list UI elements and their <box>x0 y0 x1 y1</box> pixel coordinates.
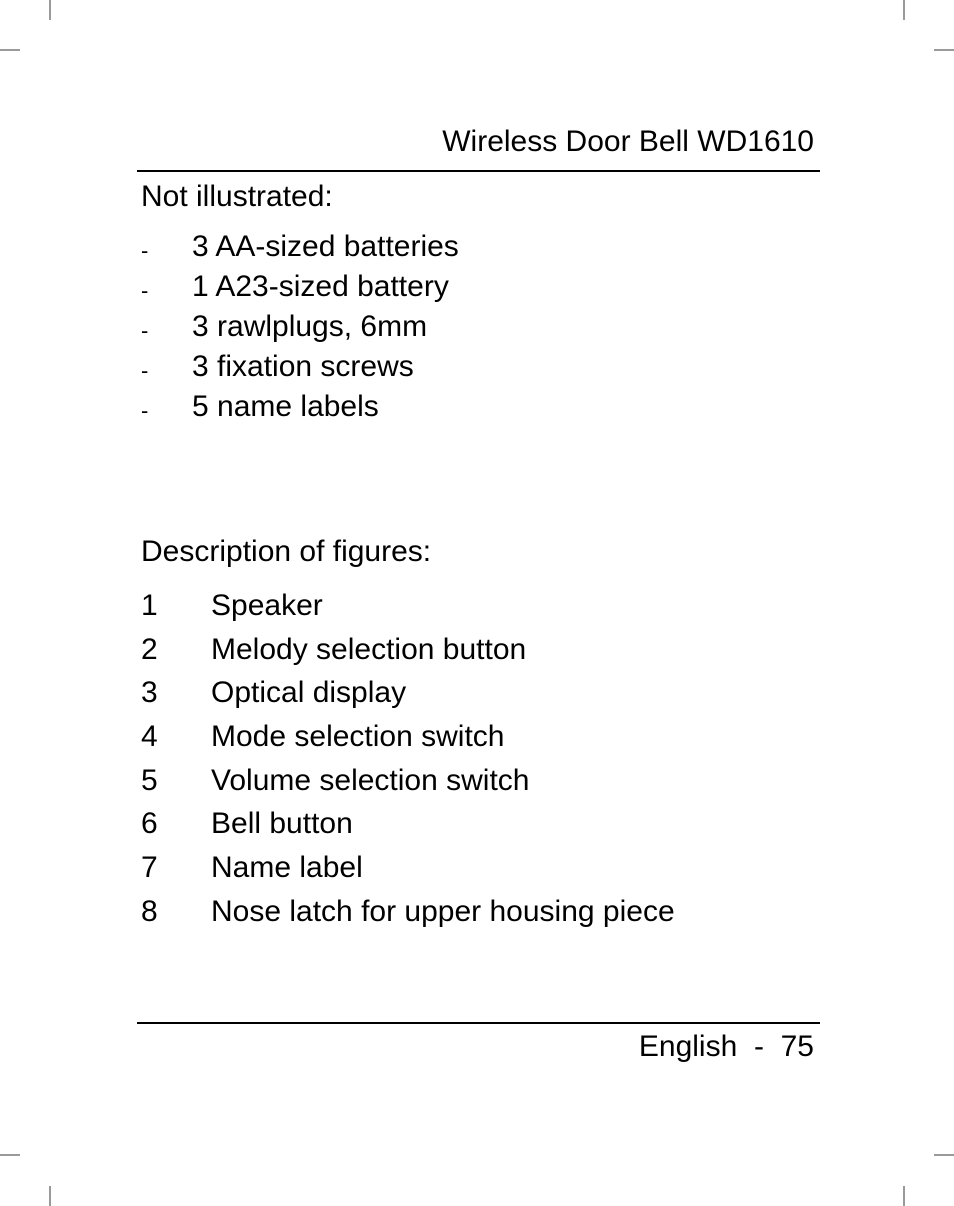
list-dash-marker: - <box>141 238 149 263</box>
figure-label: Bell button <box>211 807 353 841</box>
not-illustrated-heading: Not illustrated: <box>141 180 333 213</box>
crop-mark-top-right-horizontal <box>934 49 954 51</box>
not-illustrated-item-text: 5 name labels <box>192 390 379 423</box>
figure-number: 4 <box>141 720 158 754</box>
list-dash-marker: - <box>141 318 149 343</box>
crop-mark-bottom-right-horizontal <box>934 1154 954 1156</box>
list-dash-marker: - <box>141 278 149 303</box>
crop-mark-top-left-vertical <box>49 0 51 20</box>
figure-label: Mode selection switch <box>211 720 505 754</box>
figure-label: Name label <box>211 851 363 885</box>
header-rule <box>137 170 820 172</box>
figure-label: Melody selection button <box>211 632 527 666</box>
footer-language: English <box>638 1030 738 1063</box>
list-dash-marker: - <box>141 398 149 423</box>
footer-rule <box>137 1022 820 1024</box>
figure-number: 7 <box>141 851 158 885</box>
crop-mark-top-right-vertical <box>903 0 905 20</box>
crop-mark-bottom-left-horizontal <box>0 1154 20 1156</box>
figure-label: Optical display <box>211 676 407 710</box>
crop-mark-top-left-horizontal <box>0 49 20 51</box>
not-illustrated-item-text: 3 fixation screws <box>192 350 414 383</box>
figure-label: Nose latch for upper housing piece <box>211 894 675 928</box>
not-illustrated-item-text: 3 rawlplugs, 6mm <box>192 310 428 343</box>
figure-number: 5 <box>141 763 158 797</box>
figure-label: Volume selection switch <box>211 763 530 797</box>
figure-number: 2 <box>141 632 158 666</box>
figure-number: 6 <box>141 807 158 841</box>
crop-mark-bottom-right-vertical <box>903 1186 905 1206</box>
figure-number: 1 <box>141 589 158 622</box>
figure-number: 8 <box>141 894 158 928</box>
page-number: 75 <box>780 1030 814 1063</box>
list-dash-marker: - <box>141 358 149 383</box>
crop-mark-bottom-left-vertical <box>49 1186 51 1206</box>
page-footer <box>639 1029 814 1065</box>
not-illustrated-item-text: 1 A23-sized battery <box>192 270 449 303</box>
page-header-title: Wireless Door Bell WD1610 <box>442 125 814 158</box>
figure-number: 3 <box>141 676 158 710</box>
not-illustrated-item-text: 3 AA-sized batteries <box>192 230 459 263</box>
figures-heading: Description of figures: <box>141 535 432 568</box>
footer-separator: - <box>753 1030 764 1063</box>
figure-label: Speaker <box>211 589 323 622</box>
